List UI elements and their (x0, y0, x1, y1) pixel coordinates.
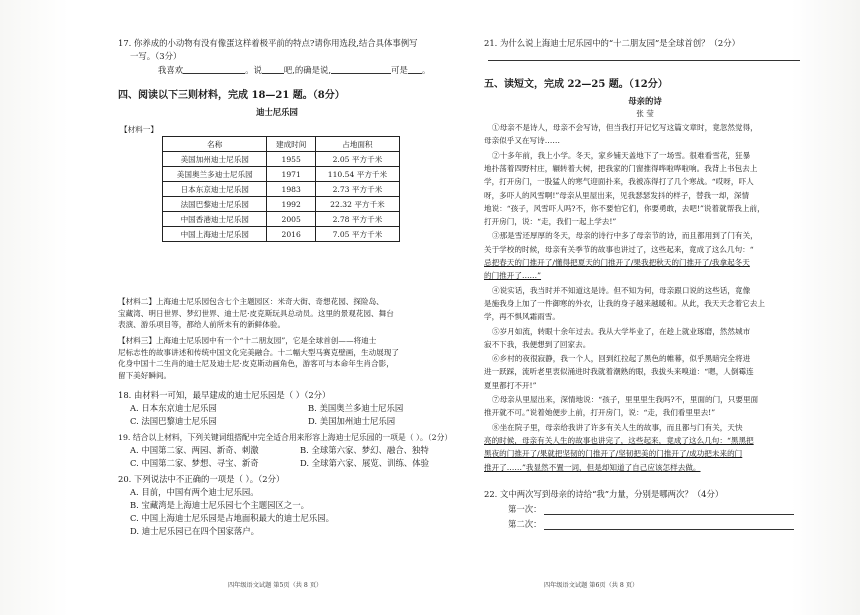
essay-p3-line: ③那是雪还厚厚的冬天，母亲的诗行中多了母亲节的诗，而且都用到了门有关， (492, 231, 758, 241)
park-year-cell: 1983 (267, 182, 315, 197)
material2-line: 【材料二】上海迪士尼乐园包含七个主题园区：米奇大街、奇想花园、探险岛、 (118, 297, 384, 306)
essay-p1-line: 母亲似乎又在写诗…… (484, 136, 560, 146)
q17-blank-3[interactable] (331, 64, 391, 74)
park-year-cell: 1971 (267, 167, 315, 182)
q22-stem: 22. 文中两次写到母亲的诗给“我”力量，分别是哪两次？（4分） (484, 489, 724, 499)
page-footer-right: 四年级语文试题 第6页（共 8 页） (544, 582, 639, 589)
essay-p2-line: 学，打开房门，一股猛人的寒气迎面扑来，我被冻得打了几个寒战。“哎呀，吓人 (484, 177, 754, 187)
parks-table (162, 136, 400, 242)
essay-p3-line: 的门推开了……” (484, 271, 542, 281)
q22-first-answer[interactable] (544, 514, 794, 515)
essay-p2-line: ②十多年前，我上小学。冬天，家乡铺天盖地下了一场雪。很难看雪花，狂暴 (492, 150, 751, 160)
q18-option-b[interactable]: B. 美国奥兰多迪士尼乐园 (308, 403, 404, 413)
section5-heading: 五、读短文，完成 22—25 题。（12分） (484, 79, 668, 90)
essay-p1-line: ①母亲不是诗人，母亲不会写诗，但当我打开记忆写这篇文章时，竟忽然觉得， (492, 123, 758, 132)
essay-p6-line: 进一跃踩，流听老里衷似涌进时我就着潮熟的眼，我拔头来嗅道：“嗯，人倒霉连 (484, 367, 754, 377)
poem-author: 张 莹 (636, 109, 654, 118)
table-row (163, 197, 400, 212)
q19-stem: 19. 结合以上材料，下列关键词组搭配中完全适合用来形容上海迪士尼乐园的一项是（ ）。（2分） (118, 433, 453, 442)
q17-text-d: 可是 (391, 65, 408, 75)
essay-p7-line: ⑦母亲从里屋出来，深情地说：“孩子，里里里生我吗?不，里面的门，只要里面 (492, 395, 759, 404)
essay-p2-line: 打开房门，说：“走，我们一起上学去!” (484, 217, 617, 227)
table-row (163, 152, 400, 167)
essay-p8-line: ⑧坐在院子里，母亲给我讲了许多有关人生的故事，而且都与门有关，天快 (492, 422, 743, 432)
park-area-cell: 22.32 平方千米 (315, 197, 399, 212)
q17-answer-line[interactable] (158, 64, 430, 76)
essay-p2-line: 地说：“孩子，风雪吓人吗?不，你不要怕它们，你要勇敢，去吧!”说着就帮我上前， (484, 203, 765, 213)
park-year-cell: 1955 (267, 152, 315, 167)
park-area-cell: 2.78 平方千米 (315, 212, 399, 227)
essay-p5-line: ⑤岁月如流，转眼十余年过去。我从大学毕业了，在趁上就业琢磨，然然城市 (492, 326, 751, 336)
table-row (163, 182, 400, 197)
essay-p3-line: 忌把春天的门推开了/懂得把夏天的门推开了/果我把秋天的门推开了/我拿起冬天 (484, 258, 750, 267)
essay-p2-line: 地扑荡着四野村庄，辗转着大树，把我家的门窗推得哗啦哗啦响。我背上书包去上 (484, 163, 758, 173)
q18-stem: 18. 由材料一可知，最早建成的迪士尼乐园是（ ）（2分） (118, 390, 331, 400)
q17-blank-1[interactable] (183, 64, 245, 74)
park-year-cell: 2005 (267, 212, 315, 227)
essay-p8-line: 推开了……”我显然不置一词，但是却知道了自己应该怎样去做。 (484, 462, 701, 472)
q17-blank-4[interactable] (408, 64, 422, 74)
table-row (163, 227, 400, 242)
park-name-cell: 法国巴黎迪士尼乐园 (163, 197, 267, 212)
q17-text-b: 。说 (245, 65, 262, 75)
q21-stem: 21. 为什么说上海迪士尼乐园中的“十二朋友园”是全球首创？（2分） (484, 38, 740, 48)
park-area-cell: 2.73 平方千米 (315, 182, 399, 197)
q17-text-a: 我喜欢 (158, 65, 184, 75)
q17-text-e: 。 (421, 65, 431, 75)
material3-line: 留下美好瞬间。 (118, 370, 172, 380)
material3-line: 尼标志性的故事讲述和传统中国文化完美融合。十二幅大型马赛克壁画，生动展现了 (118, 347, 399, 357)
park-year-cell: 1992 (267, 197, 315, 212)
q19-option-c[interactable]: C. 中国第二家、梦想、寻宝、新奇 (130, 458, 259, 468)
essay-p8-line: 亮的时候，母亲有关人生的故事也讲完了，这些起来，竟成了这么几句：“黑黑把 (484, 435, 754, 445)
page-footer-left: 四年级语文试题 第5页（共 8 页） (228, 582, 323, 589)
q17-text-c: 吧,的确是说, (283, 65, 332, 75)
essay-p7-line: 推开就不可。”说着她便步上前，打开房门，说：“走，我们看里里去!” (484, 408, 716, 418)
material3-line: 【材料三】上海迪士尼乐园中有一个“十二朋友园”，它是全球首创——将迪士 (118, 336, 377, 345)
essay-p2-line: 呀，多吓人的风雪啊!”母亲从里屋出来，见我瑟瑟发抖的样子，替我一却，深情 (484, 190, 750, 200)
q17-blank-2[interactable] (262, 64, 284, 74)
q22-first-label: 第一次： (508, 504, 542, 514)
park-area-cell: 7.05 平方千米 (315, 227, 399, 242)
essay-p6-line: ⑥乡村的夜很寂静，我一个人，回到红拉起了黑色的帷幕，似乎黑暗完全将进 (492, 354, 751, 364)
essay-p8-line: 黑夜的门推开了/果就把坚韧的门推开了/坚韧把美的门推开了/成功把未来的门 (484, 449, 743, 459)
essay-p4-line: 是施我身上加了一件御寒的外衣，让我的身子越来越暖和。从此，我天天念着它去上 (484, 298, 765, 308)
park-name-cell: 中国上海迪士尼乐园 (163, 227, 267, 242)
q19-option-b[interactable]: B. 全球第六家、梦幻、融合、独特 (300, 445, 429, 455)
q20-stem: 20. 下列说法中不正确的一项是（ ）。（2分） (118, 474, 285, 484)
essay-p4-line: ④说实话，我当时并不知道这是诗。但不知为何，母亲跟口说的这些话，竟像 (492, 285, 751, 295)
essay-p4-line: 学，再不惧风霜雨雪。 (484, 312, 560, 322)
reading-title: 迪士尼乐园 (256, 107, 298, 117)
q21-answer-line[interactable] (488, 60, 800, 61)
park-name-cell: 中国香港迪士尼乐园 (163, 212, 267, 227)
section4-heading: 四、阅读以下三则材料，完成 18—21 题。（8分） (118, 90, 345, 101)
col-area: 占地面积 (315, 137, 399, 152)
essay-p6-line: 夏里都打不开!” (484, 380, 537, 390)
col-year: 建成时间 (267, 137, 315, 152)
park-area-cell: 110.54 平方千米 (315, 167, 399, 182)
q20-option-a[interactable]: A. 目前，中国有两个迪士尼乐园。 (130, 487, 259, 497)
poem-title: 母亲的诗 (628, 96, 662, 106)
park-name-cell: 日本东京迪士尼乐园 (163, 182, 267, 197)
col-name: 名称 (163, 137, 267, 152)
material3-line: 化身中国十二生肖的迪士尼及迪士尼·皮克斯动画角色，游客可与本命年生肖合影， (118, 359, 394, 368)
q20-option-b[interactable]: B. 宝藏湾是上海迪士尼乐园七个主题园区之一。 (130, 500, 309, 510)
material1-label: 【材料一】 (120, 125, 158, 134)
park-year-cell: 2016 (267, 227, 315, 242)
table-row (163, 212, 400, 227)
q19-option-d[interactable]: D. 全球第六家、展览、训练、体验 (300, 458, 429, 468)
q22-second-answer[interactable] (544, 529, 794, 530)
material2-line: 表演、游乐项目等，都给人前所未有的新鲜体验。 (118, 320, 286, 329)
park-name-cell: 美国奥兰多迪士尼乐园 (163, 167, 267, 182)
q17-line1: 17. 你养成的小动物有没有像蛋这样着极平前的特点?请你用选段,结合具体事例写 (118, 38, 418, 48)
q18-option-a[interactable]: A. 日本东京迪士尼乐园 (130, 403, 217, 413)
q17-line2: 一写。（3分） (130, 51, 182, 61)
essay-p5-line: 寂不下我，我便想到了回家去。 (484, 339, 591, 349)
table-row (163, 167, 400, 182)
q20-option-d[interactable]: D. 迪士尼乐园已在四个国家落户。 (130, 526, 259, 536)
q20-option-c[interactable]: C. 中国上海迪士尼乐园是占地面积最大的迪士尼乐园。 (130, 513, 335, 523)
material2-line: 宝藏湾、明日世界、梦幻世界、迪士尼·皮克斯玩具总动员。这里的景观花园、舞台 (118, 308, 394, 318)
essay-p3-line: 关于学校的时候，母亲有关季节的故事也讲过了，这些起来，竟成了这么几句：“ (484, 244, 754, 254)
q18-option-c[interactable]: C. 法国巴黎迪士尼乐园 (130, 416, 217, 426)
q22-second-label: 第二次： (508, 519, 542, 529)
q18-option-d[interactable]: D. 美国加州迪士尼乐园 (308, 416, 396, 426)
q19-option-a[interactable]: A. 中国第二家、两园、新奇、刺激 (130, 445, 259, 455)
park-area-cell: 2.05 平方千米 (315, 152, 399, 167)
park-name-cell: 美国加州迪士尼乐园 (163, 152, 267, 167)
